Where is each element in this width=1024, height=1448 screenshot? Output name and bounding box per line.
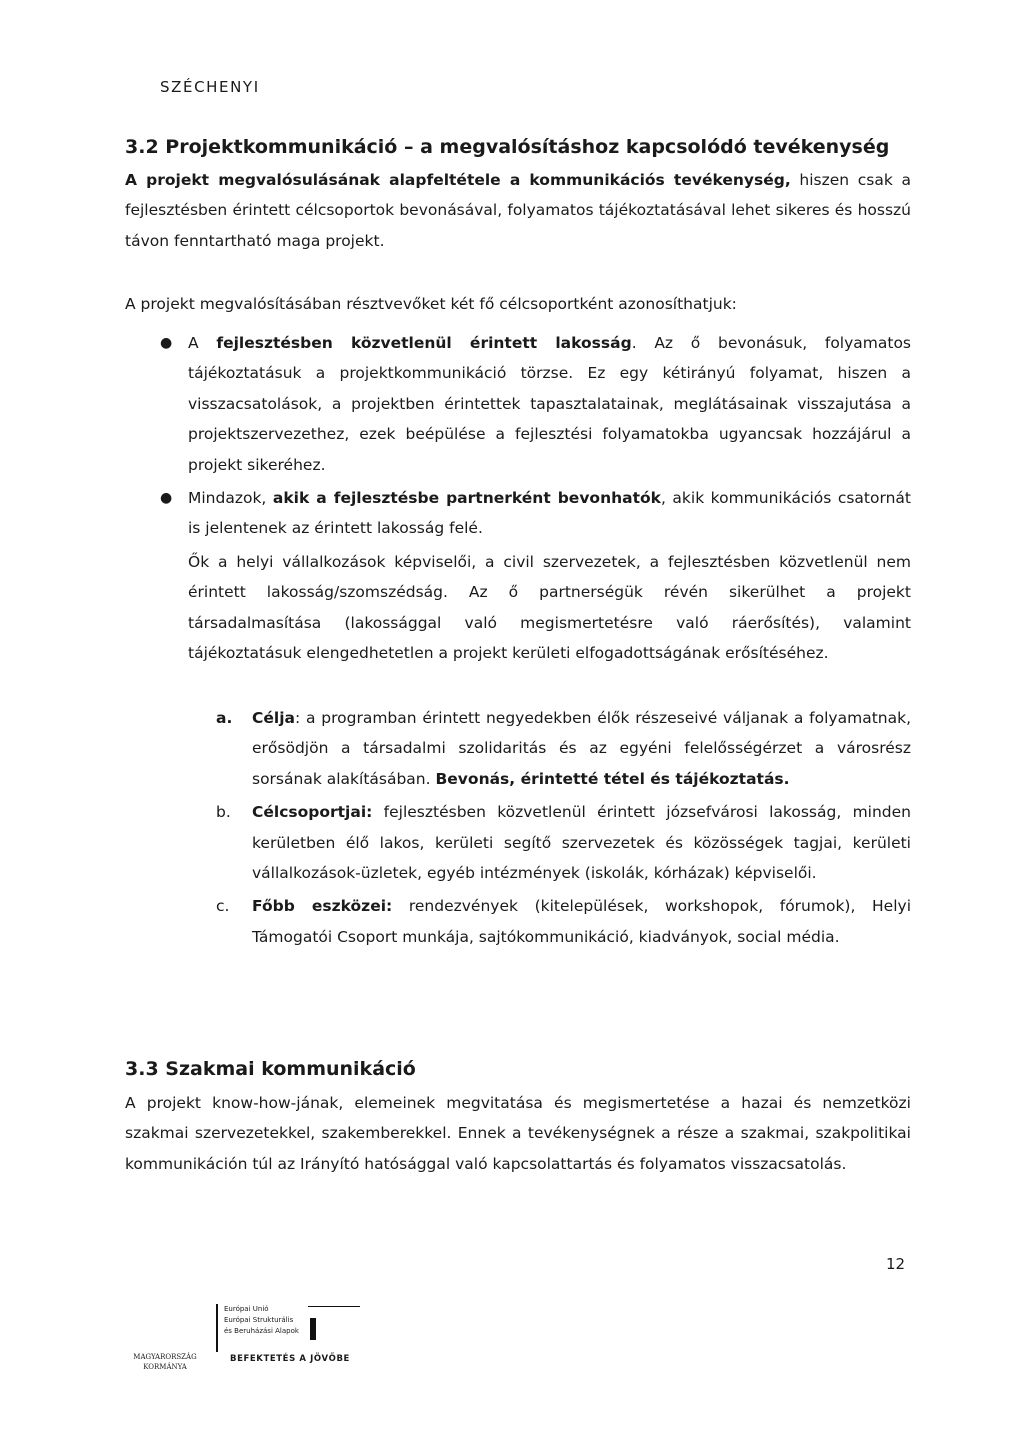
bullet1-bold: fejlesztésben közvetlenül érintett lakosság xyxy=(216,334,632,352)
section-3-2-paragraph-1 xyxy=(125,165,911,256)
gov-logo-line-1: MAGYARORSZÁG xyxy=(133,1353,197,1361)
footer-tagline: BEFEKTETÉS A JÖVŐBE xyxy=(230,1354,350,1364)
page-number: 12 xyxy=(886,1255,906,1273)
section-3-3-paragraph: A projekt know-how-jának, elemeinek megvitatása és megismertetése a hazai és nemzetközi szakmai szervezetekkel, szakemberekkel. Ennek a tevékenységnek a része a szakmai, szakpolitikai kommunikáción túl az Irányító hatósággal való kapcsolattartás és folyamatos visszacsatolás. xyxy=(125,1094,911,1173)
lettered-marker-b: b. xyxy=(216,803,231,822)
footer-logos xyxy=(120,1300,380,1390)
lettered-list xyxy=(216,703,911,952)
header-brand: SZÉCHENYI xyxy=(160,78,260,96)
gov-logo-line-2: KORMÁNYA xyxy=(143,1363,187,1371)
bullet-2-subparagraph: Ők a helyi vállalkozások képviselői, a civil szervezetek, a fejlesztésben közvetlenül nem érintett lakosság/szomszédság. Az ő partnerségük révén sikerülhet a projekt társadalmasítása (lakossággal való megismertetésre való ráerősítés), valamint tájékoztatásuk elengedhetetlen a projekt kerületi elfogadottságának erősítéséhez. xyxy=(188,552,911,663)
section-3-2-heading: 3.2 Projektkommunikáció – a megvalósításhoz kapcsolódó tevékenység xyxy=(125,136,890,158)
bullet2-pre: Mindazok, xyxy=(188,489,273,508)
item-c-label: Főbb eszközei: xyxy=(252,897,393,916)
item-a-bold-end: Bevonás, érintetté tétel és tájékoztatás. xyxy=(435,769,790,788)
eu-line-3: és Beruházási Alapok xyxy=(224,1327,299,1335)
eu-line-2: Európai Strukturális xyxy=(224,1316,294,1324)
section-3-3-heading: 3.3 Szakmai kommunikáció xyxy=(125,1058,416,1080)
bullet2-bold: akik a fejlesztésbe partnerként bevonhatók xyxy=(272,489,661,508)
item-b-text: fejlesztésben közvetlenül érintett józsefvárosi lakosság, minden kerületben élő lakos, kerületi segítő szervezetek és közösségek tagjai, kerületi vállalkozások-üzletek, egyéb intézmények (iskolák, kórházak) képviselői. xyxy=(252,803,911,883)
bullet-item-1 xyxy=(160,328,911,480)
item-a-label: Célja xyxy=(252,709,295,727)
bullet-dot-icon: ● xyxy=(160,335,173,351)
eu-flag-bar-icon xyxy=(310,1318,316,1340)
lettered-marker-a: a. xyxy=(216,709,233,727)
government-logo xyxy=(120,1352,210,1372)
section-3-2-paragraph-2: A projekt megvalósításában résztvevőket két fő célcsoportként azonosíthatjuk: xyxy=(125,295,737,313)
item-c-text: rendezvények (kitelepülések, workshopok, fórumok), Helyi Támogatói Csoport munkája, sajtókommunikáció, kiadványok, social média. xyxy=(252,897,911,946)
bullet1-pre: A xyxy=(188,334,217,352)
p1-bold-lead: A projekt megvalósulásának alapfeltétele a kommunikációs tevékenység, xyxy=(125,171,791,189)
eu-line-1: Európai Unió xyxy=(224,1305,269,1313)
bullet-dot-icon: ● xyxy=(160,490,173,507)
lettered-marker-c: c. xyxy=(216,897,230,916)
bullet-list xyxy=(160,328,911,668)
eu-logo-block xyxy=(216,1304,334,1352)
bullet2-rest: , akik kommunikációs csatornát is jelentenek az érintett lakosság felé. xyxy=(188,489,911,538)
p1-rest: hiszen csak a fejlesztésben érintett célcsoportok bevonásával, folyamatos tájékoztatásával lehet sikeres és hosszú távon fenntartható maga projekt. xyxy=(125,171,911,250)
item-b-label: Célcsoportjai: xyxy=(252,803,373,822)
lettered-item-a xyxy=(216,703,911,794)
bullet-item-2 xyxy=(160,483,911,544)
item-a-text: : a programban érintett negyedekben élők részeseivé váljanak a folyamatnak, erősödjön a társadalmi szolidaritás és az egyéni felelősségérzet a városrész sorsának alakításában. xyxy=(252,709,911,788)
lettered-item-c xyxy=(216,891,911,952)
bullet1-rest: . Az ő bevonásuk, folyamatos tájékoztatásuk a projektkommunikáció törzse. Ez egy kétirányú folyamat, hiszen a visszacsatolások, a projektben érintettek tapasztalatainak, meglátásainak visszajutása a projektszervezethez, ezek beépülése a fejlesztési folyamatokba ugyancsak hozzájárul a projekt sikeréhez. xyxy=(188,334,912,474)
lettered-item-b xyxy=(216,797,911,888)
eu-flag-line xyxy=(308,1306,360,1307)
